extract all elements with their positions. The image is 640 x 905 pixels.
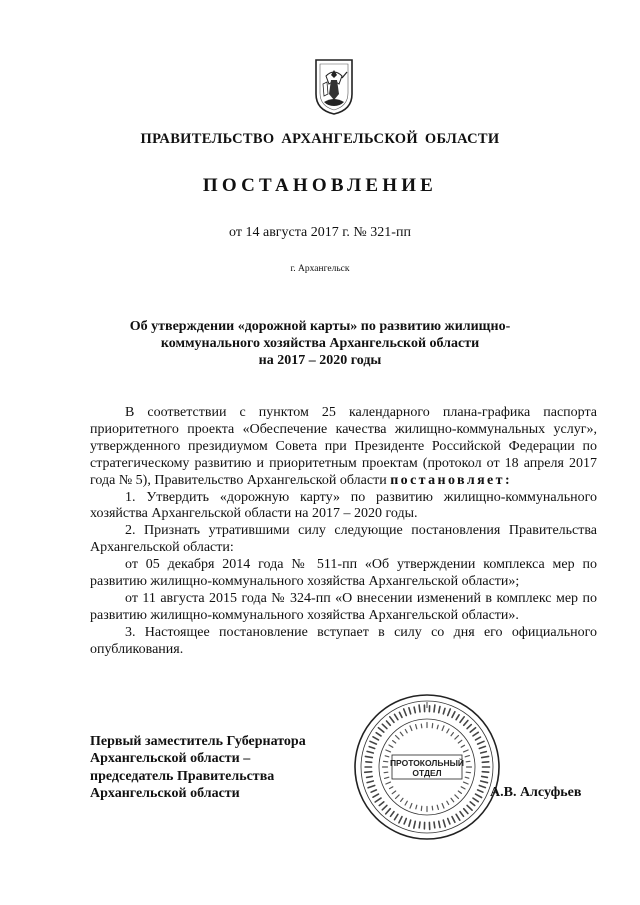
stamp-ring-glyph — [439, 821, 440, 827]
stamp-ring-glyph — [437, 725, 438, 729]
document-body — [90, 405, 597, 659]
stamp-ring-glyph — [476, 737, 481, 740]
stamp-ring-glyph — [414, 707, 415, 713]
stamp-ring-glyph — [386, 750, 391, 752]
stamp-ring-glyph — [393, 741, 396, 743]
stamp-ring-glyph — [416, 725, 417, 729]
stamp-ring-glyph — [482, 756, 489, 757]
stamp-ring-glyph — [443, 708, 445, 714]
paragraph-repealed-1: от 05 декабря 2014 года № 511-пп «Об утверждении комплекса мер по развитию жилищно-коммунального хозяйства Архангельской области»; — [90, 557, 597, 590]
stamp-ring-glyph — [421, 806, 422, 810]
government-name: ПРАВИТЕЛЬСТВО АРХАНГЕЛЬСКОЙ ОБЛАСТИ — [140, 131, 500, 147]
stamp-ring-glyph — [458, 791, 461, 793]
stamp-ring-glyph — [458, 740, 462, 743]
stamp-ring-glyph — [464, 750, 469, 752]
stamp-ring-glyph — [395, 714, 398, 719]
stamp-ring-glyph — [409, 820, 411, 826]
paragraph-item-2: 2. Признать утратившими силу следующие постановления Правительства Архангельской области: — [90, 523, 597, 556]
stamp-ring-glyph — [482, 776, 488, 777]
official-stamp — [352, 692, 502, 842]
stamp-ring-glyph — [395, 814, 398, 819]
stamp-ring-glyph — [442, 804, 444, 809]
stamp-ring-glyph — [448, 709, 451, 716]
stamp-ring-glyph — [465, 777, 469, 778]
stamp-ring-glyph — [392, 791, 396, 794]
stamp-ring-glyph — [464, 782, 469, 784]
stamp-ring-glyph — [370, 741, 376, 744]
stamp-ring-glyph — [410, 804, 412, 809]
stamp-ring-glyph — [461, 787, 465, 789]
stamp-ring-glyph — [451, 733, 453, 736]
stamp-ring-glyph — [460, 812, 464, 817]
stamp-ring-glyph — [396, 736, 400, 740]
paragraph-item-1: 1. Утвердить «дорожную карту» по развитию жилищно-коммунального хозяйства Архангельской области на 2017 – 2020 годы. — [90, 489, 597, 522]
stamp-ring-glyph — [385, 777, 389, 778]
stamp-ring-glyph — [410, 726, 412, 731]
stamp-ring-glyph — [409, 708, 411, 714]
stamp-ring-glyph — [479, 746, 485, 748]
paragraph-item-3: 3. Настоящее постановление вступает в силу со дня его официального опубликования. — [90, 624, 597, 657]
stamp-ring-glyph — [482, 762, 488, 763]
title-line: на 2017 – 2020 годы — [258, 353, 382, 368]
stamp-ring-glyph — [399, 712, 402, 717]
stamp-ring-glyph — [447, 801, 449, 804]
signatory-position — [90, 733, 370, 802]
stamp-ring-glyph — [371, 790, 376, 792]
stamp-ring-glyph — [456, 715, 459, 720]
stamp-ring-glyph — [401, 798, 403, 801]
stamp-ring-glyph — [386, 782, 391, 784]
stamp-ring-glyph — [366, 762, 372, 763]
stamp-ring-glyph — [384, 772, 388, 773]
stamp-ring-glyph — [478, 741, 484, 744]
stamp-ring-glyph — [467, 725, 471, 729]
title-line: коммунального хозяйства Архангельской области — [160, 336, 480, 351]
stamp-ring-glyph — [414, 821, 416, 828]
stamp-ring-glyph — [385, 756, 389, 757]
stamp-ring-glyph — [376, 733, 381, 736]
stamp-ring-glyph — [419, 822, 420, 828]
stamp-ring-glyph — [404, 819, 406, 824]
decree-word: постановляет: — [390, 472, 513, 488]
stamp-ring-glyph — [479, 786, 485, 788]
signatory-position-line: Первый заместитель Губернатора — [90, 734, 306, 749]
stamp-ring-glyph — [432, 724, 433, 728]
stamp-ring-glyph — [389, 745, 393, 747]
stamp-ring-glyph — [439, 707, 440, 713]
stamp-ring-glyph — [470, 802, 475, 806]
stamp-ring-glyph — [465, 756, 469, 757]
stamp-ring-glyph — [460, 717, 464, 723]
stamp-center-line: ПРОТОКОЛЬНЫЙ — [389, 758, 465, 768]
stamp-ring-glyph — [390, 717, 394, 723]
paragraph-preamble — [90, 405, 597, 490]
stamp-ring-glyph — [464, 809, 468, 814]
stamp-ring-glyph — [404, 709, 407, 716]
signatory-position-line: Архангельской области – — [90, 751, 251, 767]
signatory-position-line: председатель Правительства — [90, 768, 275, 784]
stamp-ring-glyph — [369, 747, 375, 749]
stamp-ring-glyph — [466, 772, 470, 773]
stamp-ring-glyph — [382, 805, 387, 809]
stamp-ring-glyph — [387, 721, 391, 725]
stamp-ring-glyph — [478, 790, 483, 792]
stamp-ring-glyph — [373, 737, 379, 740]
stamp-ring-glyph — [437, 805, 438, 809]
stamp-ring-glyph — [368, 786, 375, 788]
stamp-ring-glyph — [434, 822, 435, 828]
stamp-ring-glyph — [481, 781, 488, 783]
stamp-ring-glyph — [367, 781, 373, 783]
stamp-ring-glyph — [365, 772, 372, 773]
stamp-ring-glyph — [382, 724, 387, 728]
stamp-ring-glyph — [451, 798, 454, 802]
stamp-ring-glyph — [373, 794, 379, 797]
title-line: Об утверждении «дорожной карты» по развитию жилищно- — [129, 319, 511, 334]
stamp-ring-glyph — [482, 772, 488, 773]
stamp-ring-glyph — [481, 752, 487, 753]
stamp-ring-glyph — [456, 814, 460, 820]
paragraph-repealed-2: от 11 августа 2015 года № 324-пп «О внесении изменений в комплекс мер по развитию жилищно-коммунального хозяйства Архангельской области». — [90, 590, 597, 623]
stamp-ring-glyph — [447, 729, 449, 733]
signatory-position-line: Архангельской области — [90, 785, 240, 801]
preamble-text: В соответствии с пунктом 25 календарного плана-графика паспорта приоритетного проекта «Обеспечение качества жилищно-коммунальных услуг», утвержденного президиумом Совета при Президенте Российской Федерации по стратегическому развитию и приоритетным проектам (протокол от 18 апреля 2017 года № 5), Правительство Архангельской области — [90, 405, 597, 488]
stamp-ring-glyph — [455, 795, 459, 799]
stamp-ring-glyph — [442, 726, 444, 731]
stamp-ring-glyph — [466, 761, 470, 762]
stamp-ring-glyph — [400, 732, 403, 736]
stamp-ring-glyph — [365, 756, 372, 757]
stamp-ring-glyph — [419, 705, 420, 712]
document-type: ПОСТАНОВЛЕНИЕ — [202, 175, 438, 196]
stamp-ring-glyph — [473, 732, 478, 736]
stamp-ring-glyph — [432, 806, 433, 810]
stamp-ring-glyph — [416, 805, 417, 809]
stamp-ring-glyph — [390, 787, 393, 789]
stamp-ring-glyph — [434, 705, 435, 712]
stamp-ring-glyph — [386, 809, 391, 814]
stamp-ring-glyph — [391, 812, 395, 817]
stamp-center-line: ОТДЕЛ — [412, 768, 442, 778]
document-title — [90, 318, 550, 369]
stamp-ring-glyph — [405, 801, 407, 805]
stamp-ring-glyph — [378, 728, 383, 732]
stamp-ring-glyph — [448, 819, 450, 824]
stamp-ring-glyph — [470, 728, 475, 732]
signatory-name: А.В. Алсуфьев — [490, 785, 582, 800]
stamp-ring-glyph — [443, 820, 445, 827]
stamp-ring-glyph — [396, 795, 400, 799]
stamp-ring-glyph — [467, 805, 472, 810]
stamp-ring-glyph — [476, 794, 482, 797]
stamp-ring-glyph — [452, 817, 455, 823]
stamp-ring-glyph — [405, 730, 407, 733]
coat-of-arms-icon — [314, 58, 354, 116]
stamp-ring-glyph — [379, 802, 384, 806]
stamp-ring-glyph — [455, 736, 459, 740]
stamp-ring-glyph — [399, 817, 402, 823]
document-date-number: от 14 августа 2017 г. № 321-пп — [229, 225, 411, 240]
stamp-ring-glyph — [375, 798, 381, 802]
stamp-ring-glyph — [367, 751, 373, 753]
stamp-ring-glyph — [421, 724, 422, 728]
stamp-ring-glyph — [461, 745, 464, 747]
stamp-ring-glyph — [473, 798, 478, 802]
stamp-ring-glyph — [384, 761, 388, 762]
document-city: г. Архангельск — [290, 264, 350, 274]
stamp-ring-glyph — [464, 721, 468, 726]
stamp-ring-glyph — [452, 712, 455, 718]
stamp-ring-glyph — [367, 776, 373, 777]
